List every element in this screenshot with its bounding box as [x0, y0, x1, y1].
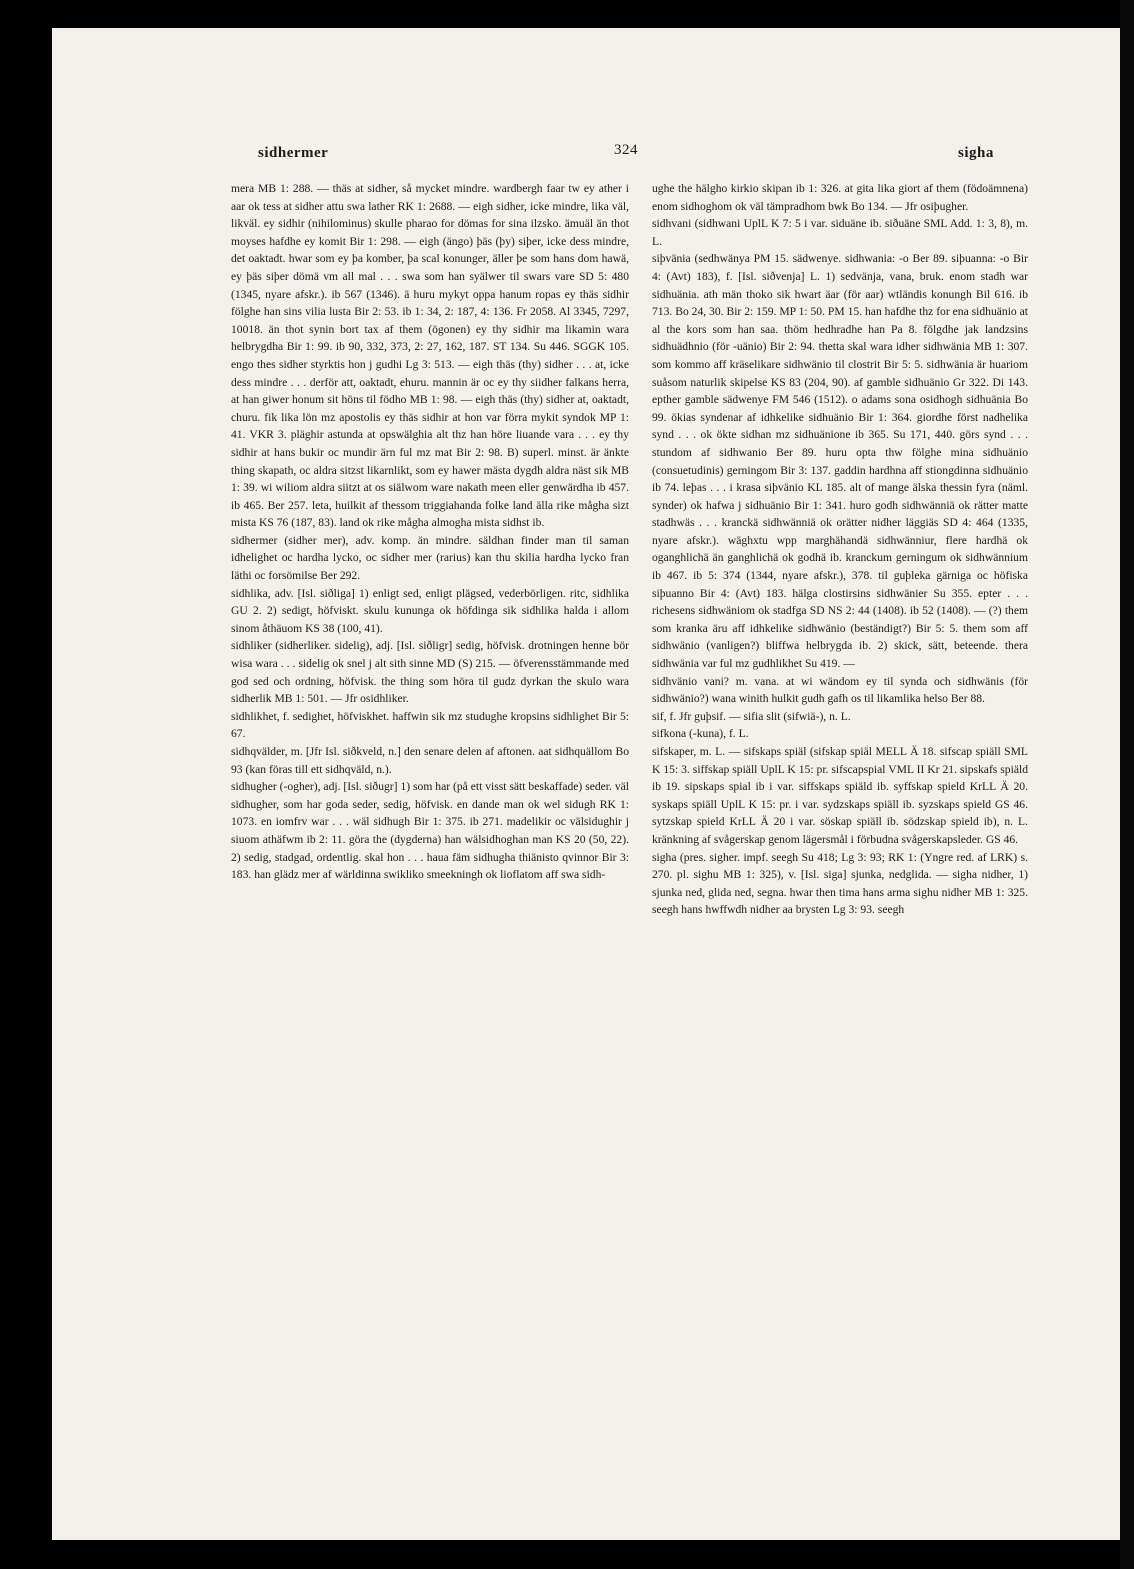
- running-head-left: sidhermer: [258, 145, 329, 161]
- entry-sigha: sigha (pres. sigher. impf. seegh Su 418; Lg 3: 93; RK 1: (Yngre red. af LRK) s. 270. pl. sighu MB 1: 325), v. [Isl. siga] sjunka, nedglida. — sigha nidher, 1) sjunka ned, glida ned, segna. hwar then tima hans arma sighu nidher MB 1: 325. seegh hans hwffwdh nidher aa brysten Lg 3: 93. seegh: [652, 850, 1028, 917]
- entry-sifskaper: sifskaper, m. L. — sifskaps spiäl (sifskap spiäl MELL Ä 18. sifscap spiäll SML K 15: 3. siffskap spiäll UplL K 15: pr. sifscapspial VML II Kr 21. sipskafs spiäld ib 19. sipskaps spial ib i var. siffskaps spiäld ib. syffskap spield KrLL Ä 20. syskaps spiäll UplL K 15: pr. i var. sydzskaps spiäll ib. syzskaps spield GS 46. sytzskap spield KrLL Ä 20 i var. söskap spiäll ib. södzskap spield ib), n. L. kränkning af svågerskap genom lägersmål i förbudna svågerskapsleder. GS 46.: [652, 745, 1028, 846]
- entry-sidhermer: sidhermer (sidher mer), adv. komp. än mindre. säldhan finder man til saman idhelighet oc hardha lycko, oc sidher mer (rarius) kan thu skilia hardha lycko fran läthi oc forsömilse Ber 292.: [231, 533, 629, 583]
- entry-sithvania: siþvänia (sedhwänya PM 15. sädwenye. sidhwania: -o Ber 89. siþuanna: -o Bir 4: (Avt) 183), f. [Isl. siðvenja] L. 1) sedvänja, vana, bruk. enom stadh war sidhuänia. ath män thoko sik hwart äar (för aar) wtländis konungh Bil 616. ib 713. Bo 24, 30. Bir 2: 159. MP 1: 50. PM 15. han hafdhe thz for ena sidhuänio at al the kors som han saa. thöm hedhradhe han Pa 8. fölgdhe jak landzsins sidhuädhnio (för -uänio) Bir 2: 94. thetta skal wara idher sidhwänia MB 1: 307. som kommo aff kräselikare sidhwänio til clostrit Bir 5: 5. sidhwänia är huariom suåsom naturlik skipelse KS 83 (204, 90). af gamble sidhuänio Gr 322. Di 143. epther gamble sädwenye FM 546 (1512). o adams sona osidhogh sidhuänia Bo 99. ökias syndenar af idhkelike sidhuänio Bir 1: 364. giordhe först nadhelika synd . . . ok ökte sidhan mz sidhuänione ib 365. Su 171, 440. görs synd . . . stundom af sidhwanio Ber 89. huru opta thw fölghe mina sidhuänio (consuetudinis) gerningom Bir 3: 137. gaddin hardhna aff stiongdinna sidhuänio ib 74. leþas . . . i krasa siþvänio KL 185. alt of mange älska thessin fyra (näml. synder) ok hafwa j sidhuänio Bir 1: 341. huro godh sidhwänniä ok rätter matte stadhwäs . . . kranckä sidhwänniä ok orätter nidher läggiäs SD 4: 464 (1335, nyare afskr.). wäghxtu wpp marghähandä sidhwänniur, flere hardhä ok oganghlichä än ganghlichä ok godhä ib. kranckum gerningum ok sidhwännium ib 467. ib 5: 374 (1344, nyare afskr.), 378. til guþleka gärniga oc höfiska siþuanno Bir 4: (Avt) 183. hälga clostirsins sidhwänier Su 355. epter . . . richesens sidhwäniom ok stadfga SD NS 2: 44 (1408). ib 52 (1408). — (?) them som kranka äru aff idhkelike sidhwänio (beständigt?) Bir 5: 5. them som aff sidhwänio (vanligen?) bliffwa helbrygda ib. 2) skick, sätt, beteende. thera sidhwänia var ful mz gudhlikhet Su 419. —: [652, 252, 1028, 671]
- entry-sidhlika: sidhlika, adv. [Isl. siðliga] 1) enligt sed, enligt plägsed, vederbörligen. ritc, sidhlika GU 2. 2) sedigt, höfviskt. skulu kununga ok höfdinga sik sidhlika halda i allom sinom åthäuom KS 38 (100, 41).: [231, 586, 629, 635]
- page-number: 324: [614, 142, 638, 158]
- entry-sidhugher: sidhugher (-ogher), adj. [Isl. siðugr] 1) som har (på ett visst sätt beskaffade) seder. väl sidhugher, som har goda seder, sedig, höfvisk. en dande man ok wel sidugh RK 1: 1073. en iomfrv war . . . wäl sidhugh Bir 1: 375. ib 271. madelikir oc välsidughir j siuom athäfwm ib 2: 11. göra the (dygderna) han wälsidhoghan man KS 20 (50, 22). 2) sedig, stadgad, ordentlig. skal hon . . . haua fäm sidhugha thiänisto qvinnor Bir 3: 183. han glädz mer af wärldinna swikliko smeekningh ok lioflatom aff swa sidh-: [231, 780, 629, 882]
- scan-border-left: [0, 0, 52, 1569]
- running-head-right: sigha: [958, 145, 994, 161]
- entry-sidhqvalder: sidhqvälder, m. [Jfr Isl. siðkveld, n.] den senare delen af aftonen. aat sidhquällom Bo 93 (kan föras till ett sidhqväld, n.).: [231, 745, 629, 776]
- entry-paragraph: mera MB 1: 288. — thäs at sidher, så mycket mindre. wardbergh faar tw ey ather i aar ok tess at sidher attu swa lather RK 1: 2688. — eigh sidher, icke mindre, lika väl, likväl. ey sidhir (nihilominus) skulle pharao for dömas for sina ilzsko. ämuäl än thot moyses hafdhe ey komit Bir 1: 298. — eigh (ängo) þäs (þy) siþer, icke dess mindre, det oaktadt. hwar som ey þa komber, þa scal konunger, äller þe som hans dom hawä, ey þäs siþer dömä vm all mal . . . swa som han syälwer til swars vare SD 5: 480 (1345, nyare afskr.). ib 567 (1346). ä huru mykyt oppa hanum ropas ey thäs sidhir fölghe han sins vilia lusta Bir 2: 53. ib 1: 34, 2: 187, 4: 136. Fr 2058. Al 3345, 7297, 10018. än thot synin bort tax af them (ögonen) ey thy sidhir ma likamin wara helbrygdha Bir 1: 99. ib 90, 332, 373, 2: 27, 162, 187. ST 134. Su 446. SGGK 105. engo thes sidher styrktis hon j gudhi Lg 3: 513. — eigh thäs (thy) sidher . . . at, icke dess mindre . . . derför att, oaktadt, ehuru. mannin är oc ey thy siidher falkans herra, at han giwer honum sit höns til födho MB 1: 98. — eigh thäs (thy) sidher at, oaktadt, churu. fik lika lön mz apostolis ey thäs sidhir at hon var förra mykit syndok MP 1: 41. VKR 3. pläghir astunda at opswälghia alt thz han höre liuande vara . . . ey thy sidhir at hans bukir oc mundir ärn ful mz mat Bir 2: 98. B) superl. minst. är änkte thing skapath, oc aldra sitzst likarnlikt, som ey hawer mästa dygdh aldra näst sik MB 1: 39. wi wiliom aldra siitzt at os siälwom ware nakath meen eller genwärdha ib 457. ib 465. Ber 257. leta, huilkit af thessom triggiahanda folke land älla rike mågha sizt mista KS 76 (187, 83). land ok rike mågha almogha mista sidhst ib.: [231, 182, 629, 530]
- entry-sidhvanio-vani: sidhvänio vani? m. vana. at wi wändom ey til synda och sidhwänis (för sidhwänio?) wana winith hulkit gudh gafh os til likamlika helso Ber 88.: [652, 674, 1028, 706]
- right-column: [652, 180, 1028, 919]
- entry-sidhliker: sidhliker (sidherliker. sidelig), adj. [Isl. siðligr] sedig, höfvisk. drotningen henne bör wisa wara . . . sidelig ok snel j alt sith sinne MD (S) 215. — öfverensstämmande med god sed och ordning, höfvisk. the thing som höra til gudz dyrkan the skulo wara sidherlik MB 1: 501. — Jfr osidhliker.: [231, 639, 629, 706]
- entry-sifkona: sifkona (-kuna), f. L.: [652, 727, 749, 741]
- entry-sidhlikhet: sidhlikhet, f. sedighet, höfviskhet. haffwin sik mz studughe kropsins sidhlighet Bir 5: 67.: [231, 709, 629, 741]
- left-column: [231, 180, 629, 884]
- entry-paragraph: ughe the hälgho kirkio skipan ib 1: 326. at gita lika giort af them (födoämnena) enom sidhoghom ok väl tämpradhom bwk Bo 134. — Jfr osiþugher.: [652, 182, 1028, 213]
- scan-border-right: [1120, 0, 1134, 1569]
- entry-sif: sif, f. Jfr guþsif. — sifia slit (sifwiä-), n. L.: [652, 709, 851, 723]
- entry-sidhvani: sidhvani (sidhwani UplL K 7: 5 i var. siduäne ib. siðuäne SML Add. 1: 3, 8), m. L.: [652, 217, 1028, 248]
